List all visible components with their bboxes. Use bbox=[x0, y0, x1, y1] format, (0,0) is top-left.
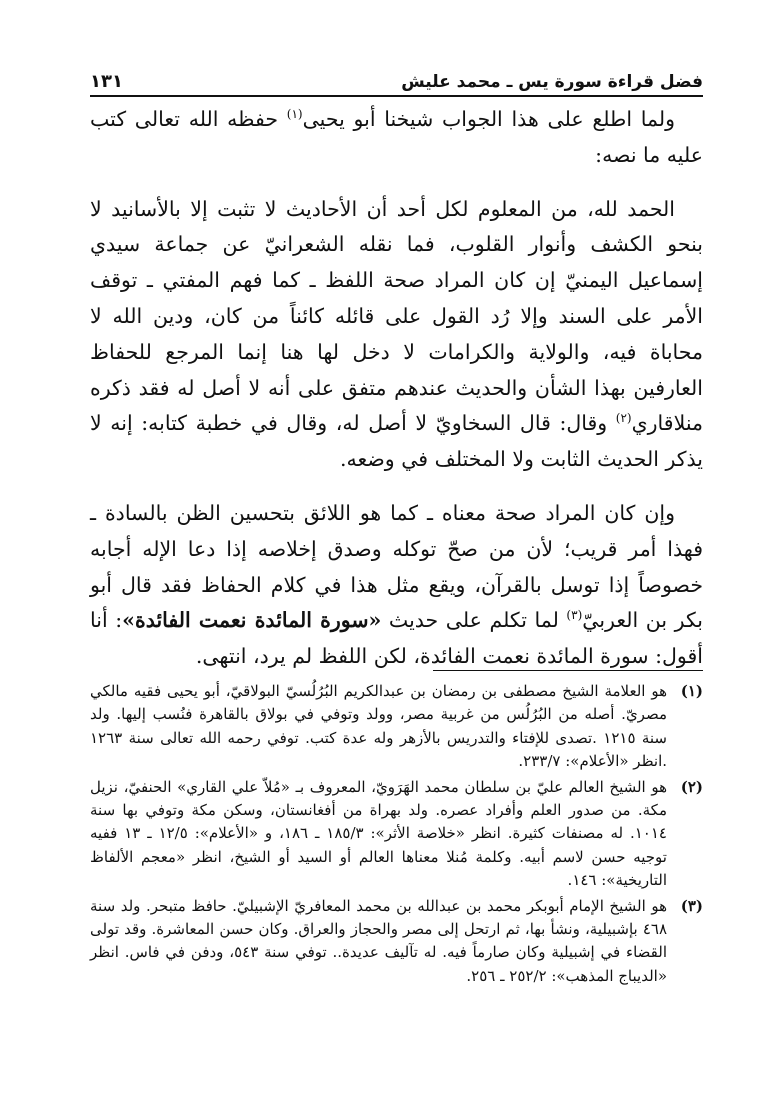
running-title: فضل قراءة سورة يس ـ محمد عليش bbox=[401, 72, 703, 92]
footnote-number: (٢) bbox=[680, 777, 703, 796]
footnote-1 bbox=[90, 680, 703, 774]
page-header bbox=[90, 58, 703, 92]
footnote-text: هو الشيخ الإمام أبوبكر محمد بن عبدالله بن محمد المعافريّ الإشبيليّ. حافظ متبحر. ولد سنة ٤٦٨ بإشبيلية، ونشأ بها، ثم ارتحل إلى مصر والحجاز والعراق. وكان حسن المعاشرة. وقد تولى القضاء في إشبيلية وكان صارماً فيه. له تآليف عديدة.. توفي سنة ٥٤٣، ودفن في فاس. انظر «الديباج المذهب»: ٢٥٢/٢ ـ ٢٥٦. bbox=[90, 896, 667, 985]
footnote-2 bbox=[90, 776, 703, 893]
paragraph-3-text-middle: لما تكلم على حديث bbox=[381, 608, 567, 633]
paragraph-3 bbox=[90, 496, 703, 675]
paragraph-3-text-end: : أنا أقول: سورة المائدة نعمت الفائدة، لكن اللفظ لم يرد، انتهى. bbox=[90, 608, 703, 669]
main-text bbox=[90, 102, 703, 691]
footnote-ref-2[interactable]: (٢) bbox=[615, 411, 632, 426]
paragraph-1 bbox=[90, 102, 703, 174]
footnote-rule bbox=[433, 670, 703, 671]
footnotes bbox=[90, 680, 703, 990]
paragraph-3-text: وإن كان المراد صحة معناه ـ كما هو اللائق بتحسين الظن بالسادة ـ فهذا أمر قريب؛ لأن من صحّ توكله وصدق إخلاصه إذا دعا الإله أجابه خصوصاً إذا توسل بالقرآن، ويقع مثل هذا في كلام الحفاظ فقد قال أبو بكر بن العربيّ bbox=[90, 500, 703, 633]
footnote-number: (١) bbox=[680, 682, 703, 700]
footnote-text: هو العلامة الشيخ مصطفى بن رمضان بن عبدالكريم البُرُلُسيّ البولاقيّ، أبو يحيى فقيه مالكي مصريّ. أصله من البُرُلُس من غربية مصر، وولد وتوفي في بولاق بالقاهرة فنُسب إليها. ولد سنة ١٢١٥ .تصدى للإفتاء والتدريس بالأزهر وله عدة كتب. توفي رحمه الله تعالى سنة ١٢٦٣ .انظر «الأعلام»: ٢٣٣/٧. bbox=[90, 682, 667, 771]
hadith-quote: «سورة المائدة نعمت الفائدة» bbox=[122, 608, 382, 633]
paragraph-1-text-end: حفظه الله تعالى كتب عليه ما نصه: bbox=[90, 107, 703, 167]
footnote-ref-3[interactable]: (٣) bbox=[566, 608, 583, 623]
footnote-ref-1[interactable]: (١) bbox=[286, 107, 303, 122]
footnote-number: (٣) bbox=[680, 896, 703, 915]
page-number: ١٣١ bbox=[90, 71, 123, 92]
paragraph-2-text: الحمد لله، من المعلوم لكل أحد أن الأحاديث لا تثبت إلا بالأسانيد لا بنحو الكشف وأنوار القلوب، فما نقله الشعرانيّ عن جماعة سيدي إسماعيل اليمنيّ إن كان المراد صحة اللفظ ـ كما فهم المفتي ـ توقف الأمر على السند وإلا رُد القول على قائله كائناً من كان، ودين الله لا محاباة فيه، والولاية والكرامات لا دخل لها هنا إنما المرجع للحفاظ العارفين بهذا الشأن والحديث عندهم متفق على أنه لا أصل له فقد ذكره منلاقاري bbox=[90, 196, 704, 436]
header-rule bbox=[90, 95, 703, 97]
footnote-3 bbox=[90, 895, 703, 989]
paragraph-2 bbox=[90, 192, 703, 478]
paragraph-2-text-end: وقال: قال السخاويّ لا أصل له، وقال في خطبة كتابه: إنه لا يذكر الحديث الثابت ولا المختلف في وضعه. bbox=[90, 411, 703, 472]
footnote-text: هو الشيخ العالم عليّ بن سلطان محمد الهَرَويّ، المعروف بـ «مُلاّ علي القاري» الحنفيّ، نزيل مكة. من صدور العلم وأفراد عصره. ولد بهراة من أفغانستان، وسكن مكة وتوفي بها سنة ١٠١٤. له مصنفات كثيرة. انظر «خلاصة الأثر»: ١٨٥/٣ ـ ١٨٦، و «الأعلام»: ١٢/٥ ـ ١٣ ففيه توجيه حسن لاسم أبيه. وكلمة مُنلا معناها العالم أو السيد أو الشيخ، انظر «معجم الألفاظ التاريخية»: ١٤٦. bbox=[90, 777, 667, 890]
paragraph-1-text: ولما اطلع على هذا الجواب شيخنا أبو يحيى bbox=[302, 107, 675, 131]
